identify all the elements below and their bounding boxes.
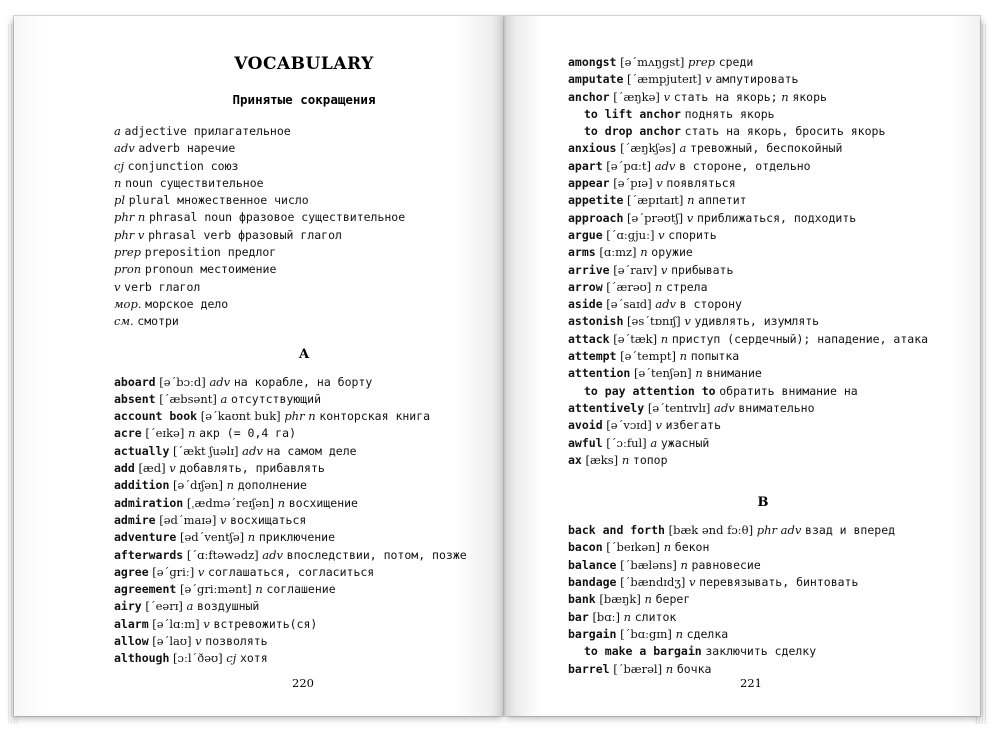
entry-part-of-speech: n bbox=[680, 557, 688, 572]
entry-headword: awful bbox=[568, 435, 603, 450]
vocabulary-entry bbox=[568, 452, 958, 469]
entry-transcription: [əˊgriː] bbox=[152, 564, 195, 579]
abbreviation-item bbox=[114, 175, 494, 192]
entry-part-of-speech: n bbox=[277, 495, 286, 510]
entry-translation: в сторону bbox=[679, 297, 742, 312]
vocabulary-entry bbox=[568, 192, 958, 209]
entry-headword: to lift anchor bbox=[584, 106, 681, 121]
entry-transcription: [ˊæŋkə] bbox=[613, 89, 660, 104]
abbreviation-item bbox=[114, 192, 494, 209]
entry-part-of-speech: v bbox=[686, 210, 694, 225]
entry-headword: acre bbox=[114, 426, 142, 441]
entries-list-right-a bbox=[568, 54, 958, 469]
entry-part-of-speech: a bbox=[220, 391, 228, 406]
entry-transcription: [ˊbændɪdʒ] bbox=[620, 575, 686, 590]
entry-headword: barrel bbox=[568, 661, 610, 676]
abbreviation-item bbox=[114, 227, 494, 244]
entry-part-of-speech: n bbox=[675, 626, 683, 641]
entry-translation: воздушный bbox=[197, 599, 260, 614]
entry-transcription: [ˊɑːftəwədz] bbox=[186, 547, 259, 562]
entry-translation: внимание bbox=[706, 366, 762, 381]
vocabulary-entry bbox=[114, 443, 494, 460]
entry-headword: bargain bbox=[568, 626, 617, 641]
entry-headword: agreement bbox=[114, 582, 177, 597]
abbreviation-short: v bbox=[114, 279, 121, 294]
entry-part-of-speech: v bbox=[655, 418, 662, 433]
entry-part-of-speech: adv bbox=[262, 547, 283, 562]
entry-translation: бекон bbox=[674, 540, 710, 555]
vocabulary-entry bbox=[114, 547, 494, 564]
entry-headword: airy bbox=[114, 599, 142, 614]
entry-translation: стать на якорь; bbox=[673, 89, 778, 104]
entry-transcription: [əˊgriːmənt] bbox=[179, 582, 252, 597]
vocabulary-entry bbox=[568, 140, 958, 157]
entry-headword: bacon bbox=[568, 540, 603, 555]
entry-translation: бочка bbox=[676, 661, 712, 676]
abbreviation-item bbox=[114, 313, 494, 330]
entry-part-of-speech: v bbox=[656, 176, 663, 191]
entry-headword: absent bbox=[114, 391, 156, 406]
entry-transcription: [ɔːlˊðəʊ] bbox=[173, 651, 223, 666]
abbreviation-full: adjective прилагательное bbox=[124, 124, 291, 138]
abbreviation-short: мор. bbox=[114, 296, 142, 311]
entry-translation: заключить сделку bbox=[705, 644, 817, 659]
entry-translation: топор bbox=[632, 452, 668, 467]
entry-transcription: [ˊærəʊ] bbox=[606, 279, 652, 294]
entry-transcription: [ədˊventʃə] bbox=[179, 530, 245, 545]
abbreviation-item bbox=[114, 123, 494, 140]
entry-headword: amongst bbox=[568, 55, 617, 69]
entry-headword: balance bbox=[568, 557, 617, 572]
entry-translation: впоследствии, потом, позже bbox=[286, 547, 467, 562]
abbreviation-full: noun существительное bbox=[125, 175, 264, 190]
entry-transcription: [ɑːmz] bbox=[599, 245, 637, 260]
entry-transcription: [bæŋk] bbox=[599, 592, 641, 607]
vocabulary-entry bbox=[568, 175, 958, 192]
abbreviation-full: adverb наречие bbox=[138, 141, 236, 156]
entry-part-of-speech: v bbox=[688, 575, 696, 590]
entry-part-of-speech: cj bbox=[226, 651, 237, 666]
entry-part-of-speech: prep bbox=[688, 55, 716, 69]
entry-transcription: [ˌædməˊreɪʃən] bbox=[186, 495, 274, 510]
entry-translation: на самом деле bbox=[266, 443, 357, 458]
entry-headword: admire bbox=[114, 512, 156, 527]
entry-transcription: [ˊæpɪtaɪt] bbox=[627, 193, 684, 208]
entry-translation: восхищение bbox=[288, 495, 358, 510]
entry-translation: в стороне, отдельно bbox=[679, 158, 811, 173]
entry-transcription: [ˊbeɪkən] bbox=[606, 540, 661, 555]
abbreviations-heading: Принятые сокращения bbox=[232, 92, 376, 107]
right-page bbox=[504, 16, 980, 716]
abbreviation-full: морское дело bbox=[145, 296, 229, 311]
entry-transcription: [əˊmʌŋgst] bbox=[620, 55, 685, 69]
entry-headword: bank bbox=[568, 592, 596, 607]
entry-headword: bar bbox=[568, 609, 589, 624]
entry-part-of-speech: v bbox=[197, 564, 205, 579]
entry-translation: стать на якорь, бросить якорь bbox=[684, 124, 886, 139]
entry-translation: позволять bbox=[205, 634, 268, 649]
entry-transcription: [ˊæmpjuteɪt] bbox=[627, 72, 702, 87]
vocabulary-entry bbox=[114, 425, 494, 442]
entry-translation: аппетит bbox=[698, 193, 747, 208]
abbreviation-short: см. bbox=[114, 314, 134, 329]
entry-transcription: [əˊlaʊ] bbox=[152, 634, 192, 649]
entry-transcription: [əˊlɑːm] bbox=[152, 616, 200, 631]
vocabulary-entry bbox=[568, 574, 958, 591]
vocabulary-entry bbox=[568, 522, 958, 539]
entry-transcription: [ˊeərɪ] bbox=[145, 599, 183, 614]
abbreviation-short: a bbox=[114, 124, 121, 138]
vocabulary-entry bbox=[568, 435, 958, 452]
entry-headword: agree bbox=[114, 564, 149, 579]
vocabulary-entry bbox=[568, 244, 958, 261]
vocabulary-entry bbox=[568, 626, 958, 643]
entry-transcription: [ˊækt ʃuəlɪ] bbox=[173, 443, 239, 458]
entry-translation: дополнение bbox=[237, 478, 307, 493]
vocabulary-entry bbox=[568, 106, 958, 123]
entry-headword: to drop anchor bbox=[584, 124, 681, 139]
entry-headword: apart bbox=[568, 158, 603, 173]
vocabulary-entry bbox=[114, 616, 494, 633]
abbreviation-full: смотри bbox=[137, 314, 179, 329]
abbreviation-full: phrasal verb фразовый глагол bbox=[148, 227, 342, 242]
entry-part-of-speech: n bbox=[247, 530, 256, 545]
abbreviation-full: pronoun местоимение bbox=[144, 262, 277, 277]
entry-part-of-speech: adv bbox=[714, 400, 735, 415]
entry-translation: приключение bbox=[258, 530, 336, 545]
entry-part-of-speech: n bbox=[255, 582, 263, 597]
entry-headword: admiration bbox=[114, 495, 184, 510]
entry-headword: attention bbox=[568, 366, 631, 381]
entry-headword: back and forth bbox=[568, 523, 665, 538]
entry-part-of-speech: n bbox=[623, 609, 632, 624]
entry-translation: попытка bbox=[690, 349, 740, 364]
entry-translation: берег bbox=[655, 592, 691, 607]
vocabulary-entry bbox=[114, 598, 494, 615]
entry-part-of-speech: a bbox=[186, 599, 194, 614]
entry-translation: появляться bbox=[666, 176, 736, 191]
entry-headword: appetite bbox=[568, 193, 624, 208]
entry-headword: approach bbox=[568, 210, 624, 225]
entry-translation: избегать bbox=[665, 418, 721, 433]
abbreviation-item bbox=[114, 261, 494, 278]
entry-headword: avoid bbox=[568, 418, 603, 433]
entry-transcription: [æks] bbox=[585, 452, 619, 467]
vocabulary-entry bbox=[568, 262, 958, 279]
vocabulary-entry bbox=[114, 408, 494, 425]
entry-transcription: [ˊæŋkʃəs] bbox=[620, 141, 676, 156]
entry-translation: хотя bbox=[239, 651, 268, 666]
entry-transcription: [əsˊtɒnɪʃ] bbox=[627, 314, 681, 329]
entry-part-of-speech: n bbox=[679, 349, 688, 364]
entry-translation: обратить внимание на bbox=[719, 383, 858, 398]
entry-translation: слиток bbox=[634, 609, 677, 624]
entry-translation: перевязывать, бинтовать bbox=[699, 575, 859, 590]
entry-headword: arrive bbox=[568, 262, 610, 277]
entry-part-of-speech: adv bbox=[209, 374, 231, 389]
vocabulary-entry bbox=[568, 331, 958, 348]
entry-translation: приближаться, подходить bbox=[696, 210, 857, 225]
entry-transcription: [əˊdɪʃən] bbox=[173, 478, 223, 493]
entry-translation: удивлять, изумлять bbox=[694, 314, 820, 329]
entry-translation: среди bbox=[718, 55, 754, 69]
vocabulary-entry bbox=[114, 495, 494, 512]
entry-transcription: [əˊprəʊtʃ] bbox=[627, 210, 684, 225]
abbreviation-short: pl bbox=[114, 193, 126, 208]
page-number-left: 220 bbox=[292, 676, 314, 690]
entry-headword: ax bbox=[568, 452, 582, 467]
entry-transcription: [bɑː] bbox=[592, 609, 621, 624]
vocabulary-entry bbox=[114, 374, 494, 391]
abbreviation-short: phr v bbox=[114, 227, 145, 242]
entry-part-of-speech: n bbox=[621, 452, 630, 467]
entry-transcription: [ˊbɑːgɪn] bbox=[620, 626, 672, 641]
vocabulary-entry bbox=[568, 557, 958, 574]
entry-headword: argue bbox=[568, 227, 603, 242]
entry-part-of-speech: v bbox=[195, 634, 202, 649]
entry-headword: actually bbox=[114, 443, 170, 458]
entry-headword: addition bbox=[114, 478, 170, 493]
entry-translation: равновесие bbox=[691, 557, 761, 572]
vocabulary-entry bbox=[568, 71, 958, 88]
entry-part-of-speech: n bbox=[687, 193, 695, 208]
entry-headword: allow bbox=[114, 634, 149, 649]
vocabulary-entry bbox=[568, 539, 958, 556]
entry-transcription: [əˊtentɪvlɪ] bbox=[647, 400, 711, 415]
entry-translation: восхищаться bbox=[230, 512, 307, 527]
entry-translation: прибывать bbox=[671, 262, 734, 277]
entry-headword: bandage bbox=[568, 575, 617, 590]
abbreviation-full: conjunction союз bbox=[127, 158, 239, 173]
vocabulary-entry bbox=[568, 591, 958, 608]
abbreviation-short: n bbox=[114, 175, 122, 190]
entry-transcription: [ˊbæləns] bbox=[620, 557, 677, 572]
abbreviations-list bbox=[114, 123, 494, 331]
entry-transcription: [əˊraɪv] bbox=[613, 262, 658, 277]
entry-transcription: [ˊbærəl] bbox=[613, 661, 663, 676]
entry-headword: amputate bbox=[568, 72, 624, 87]
abbreviation-item bbox=[114, 244, 494, 261]
entry-part-of-speech: v bbox=[705, 72, 712, 87]
section-letter-a: A bbox=[298, 346, 310, 362]
entry-headword: astonish bbox=[568, 314, 624, 329]
vocabulary-entry bbox=[568, 609, 958, 626]
entry-part-of-speech: phr n bbox=[284, 409, 316, 424]
vocabulary-entry bbox=[568, 661, 958, 678]
vocabulary-entry bbox=[114, 460, 494, 477]
abbreviation-item bbox=[114, 140, 494, 157]
entry-translation: оружие bbox=[651, 245, 693, 260]
entry-transcription: [ədˊmaɪə] bbox=[159, 512, 217, 527]
page-title: VOCABULARY bbox=[234, 54, 374, 74]
entry-headword: appear bbox=[568, 176, 610, 191]
vocabulary-entry bbox=[568, 643, 958, 660]
entry-transcription: [əˊtenʃən] bbox=[633, 366, 692, 381]
vocabulary-entry bbox=[114, 633, 494, 650]
vocabulary-entry bbox=[114, 529, 494, 546]
entry-translation: взад и вперед bbox=[805, 523, 896, 538]
entry-translation: встревожить(ся) bbox=[213, 616, 318, 631]
left-page bbox=[14, 16, 504, 716]
entry-headword: adventure bbox=[114, 530, 177, 545]
entry-transcription: [əˊpɪə] bbox=[613, 176, 653, 191]
entry-transcription: [əˊkaʊnt buk] bbox=[200, 409, 281, 424]
entry-headword: account book bbox=[114, 409, 198, 424]
vocabulary-entry bbox=[568, 313, 958, 330]
entry-headword: afterwards bbox=[114, 547, 184, 562]
entry-translation: отсутствующий bbox=[231, 391, 322, 406]
entry-headword: attentively bbox=[568, 400, 645, 415]
vocabulary-entry bbox=[568, 279, 958, 296]
entry-transcription: [əˊsaɪd] bbox=[606, 297, 652, 312]
vocabulary-entry bbox=[568, 227, 958, 244]
vocabulary-entry bbox=[114, 512, 494, 529]
entries-list-right-b bbox=[568, 522, 958, 678]
entry-headword: to make a bargain bbox=[584, 644, 702, 659]
entry-part-of-speech: v bbox=[663, 89, 671, 104]
entry-transcription: [ˊɔːful] bbox=[606, 435, 647, 450]
abbreviation-item bbox=[114, 158, 494, 175]
abbreviation-item bbox=[114, 209, 494, 226]
abbreviation-full: plural множественное число bbox=[128, 193, 309, 208]
entry-part-of-speech: v bbox=[169, 461, 176, 476]
entry-translation: спорить bbox=[668, 227, 717, 242]
entry-part-of-speech: v bbox=[660, 262, 668, 277]
entry-part-of-speech: n bbox=[644, 592, 652, 607]
entry-part-of-speech: v bbox=[658, 227, 665, 242]
vocabulary-entry bbox=[114, 477, 494, 494]
entry-translation: добавлять, прибавлять bbox=[179, 461, 325, 476]
abbreviation-short: phr n bbox=[114, 210, 146, 225]
entry-headword: arms bbox=[568, 245, 596, 260]
abbreviation-full: phrasal noun фразовое существительное bbox=[148, 210, 406, 225]
entry-part-of-speech: a bbox=[679, 141, 687, 156]
entry-transcription: [ˊeɪkə] bbox=[145, 426, 185, 441]
entry-translation: внимательно bbox=[738, 400, 815, 415]
entry-translation: приступ (сердечный); нападение, атака bbox=[671, 331, 929, 346]
entry-part-of-speech: phr adv bbox=[756, 523, 802, 538]
entry-translation: соглашение bbox=[266, 582, 336, 597]
entry-translation: на корабле, на борту bbox=[233, 374, 373, 389]
vocabulary-entry bbox=[568, 365, 958, 382]
vocabulary-entry bbox=[568, 89, 958, 106]
entry-part-of-speech: n bbox=[660, 331, 669, 346]
entry-part-of-speech: n bbox=[663, 540, 672, 555]
vocabulary-entry bbox=[568, 210, 958, 227]
vocabulary-entry bbox=[568, 123, 958, 140]
entry-part-of-speech: n bbox=[781, 89, 789, 104]
entry-headword: attempt bbox=[568, 349, 617, 364]
entry-translation: сделка bbox=[686, 626, 729, 641]
entry-transcription: [əˊvɔɪd] bbox=[606, 418, 652, 433]
vocabulary-entry bbox=[568, 383, 958, 400]
entry-part-of-speech: n bbox=[188, 426, 196, 441]
entry-transcription: [ˊɑːgjuː] bbox=[606, 227, 655, 242]
entry-transcription: [əˊtæk] bbox=[613, 331, 658, 346]
entry-translation: конторская книга bbox=[319, 409, 431, 424]
entry-headword: to pay attention to bbox=[584, 383, 716, 398]
entry-translation: стрела bbox=[665, 279, 708, 294]
entry-transcription: [æd] bbox=[138, 461, 166, 476]
entry-part-of-speech: adv bbox=[655, 297, 676, 312]
entry-translation: якорь bbox=[792, 89, 827, 104]
entry-part-of-speech: v bbox=[684, 314, 691, 329]
entry-transcription: [əˊbɔːd] bbox=[159, 374, 206, 389]
entry-translation: соглашаться, согласиться bbox=[208, 564, 375, 579]
open-book bbox=[8, 16, 993, 728]
abbreviation-full: preposition предлог bbox=[144, 245, 277, 260]
entry-part-of-speech: v bbox=[220, 512, 227, 527]
page-number-right: 221 bbox=[740, 676, 762, 690]
entry-transcription: [əˊtempt] bbox=[620, 349, 676, 364]
vocabulary-entry bbox=[114, 564, 494, 581]
entry-headword: add bbox=[114, 461, 135, 476]
entry-headword: attack bbox=[568, 331, 610, 346]
entry-part-of-speech: n bbox=[654, 279, 663, 294]
abbreviation-item bbox=[114, 279, 494, 296]
vocabulary-entry bbox=[568, 158, 958, 175]
entry-translation: тревожный, беспокойный bbox=[690, 141, 843, 156]
entry-headword: aboard bbox=[114, 374, 156, 389]
abbreviation-short: prep bbox=[114, 245, 142, 260]
entry-part-of-speech: n bbox=[665, 661, 674, 676]
abbreviation-short: pron bbox=[114, 262, 142, 277]
entry-part-of-speech: adv bbox=[242, 443, 263, 458]
entry-transcription: [ˊæbsənt] bbox=[159, 391, 217, 406]
book-gutter bbox=[492, 16, 516, 716]
vocabulary-entry bbox=[568, 296, 958, 313]
entry-headword: although bbox=[114, 651, 170, 666]
entry-part-of-speech: a bbox=[650, 435, 658, 450]
entry-headword: alarm bbox=[114, 616, 149, 631]
vocabulary-entry bbox=[114, 581, 494, 598]
entry-part-of-speech: n bbox=[640, 245, 648, 260]
entries-list-left bbox=[114, 374, 494, 668]
vocabulary-entry bbox=[114, 650, 494, 667]
vocabulary-entry bbox=[568, 54, 958, 71]
entry-transcription: [bæk ənd fɔːθ] bbox=[668, 523, 754, 538]
vocabulary-entry bbox=[568, 348, 958, 365]
abbreviation-short: adv bbox=[114, 141, 135, 156]
entry-translation: ужасный bbox=[660, 435, 710, 450]
entry-translation: поднять якорь bbox=[684, 106, 775, 121]
entry-headword: aside bbox=[568, 297, 603, 312]
abbreviation-short: cj bbox=[114, 158, 125, 173]
vocabulary-entry bbox=[568, 400, 958, 417]
abbreviation-item bbox=[114, 296, 494, 313]
left-page-content bbox=[114, 54, 494, 668]
right-page-content bbox=[568, 54, 958, 678]
entry-headword: arrow bbox=[568, 279, 603, 294]
entry-part-of-speech: n bbox=[226, 478, 235, 493]
entry-part-of-speech: n bbox=[695, 366, 703, 381]
entry-headword: anchor bbox=[568, 89, 610, 104]
vocabulary-entry bbox=[568, 417, 958, 434]
entry-part-of-speech: adv bbox=[654, 158, 676, 173]
entry-translation: акр (= 0,4 га) bbox=[199, 426, 297, 441]
vocabulary-entry bbox=[114, 391, 494, 408]
section-letter-b: B bbox=[757, 495, 769, 511]
abbreviation-full: verb глагол bbox=[124, 279, 201, 294]
entry-part-of-speech: v bbox=[203, 616, 210, 631]
entry-translation: ампутировать bbox=[715, 72, 799, 87]
entry-transcription: [əˊpɑːt] bbox=[606, 158, 652, 173]
entry-headword: anxious bbox=[568, 141, 617, 156]
